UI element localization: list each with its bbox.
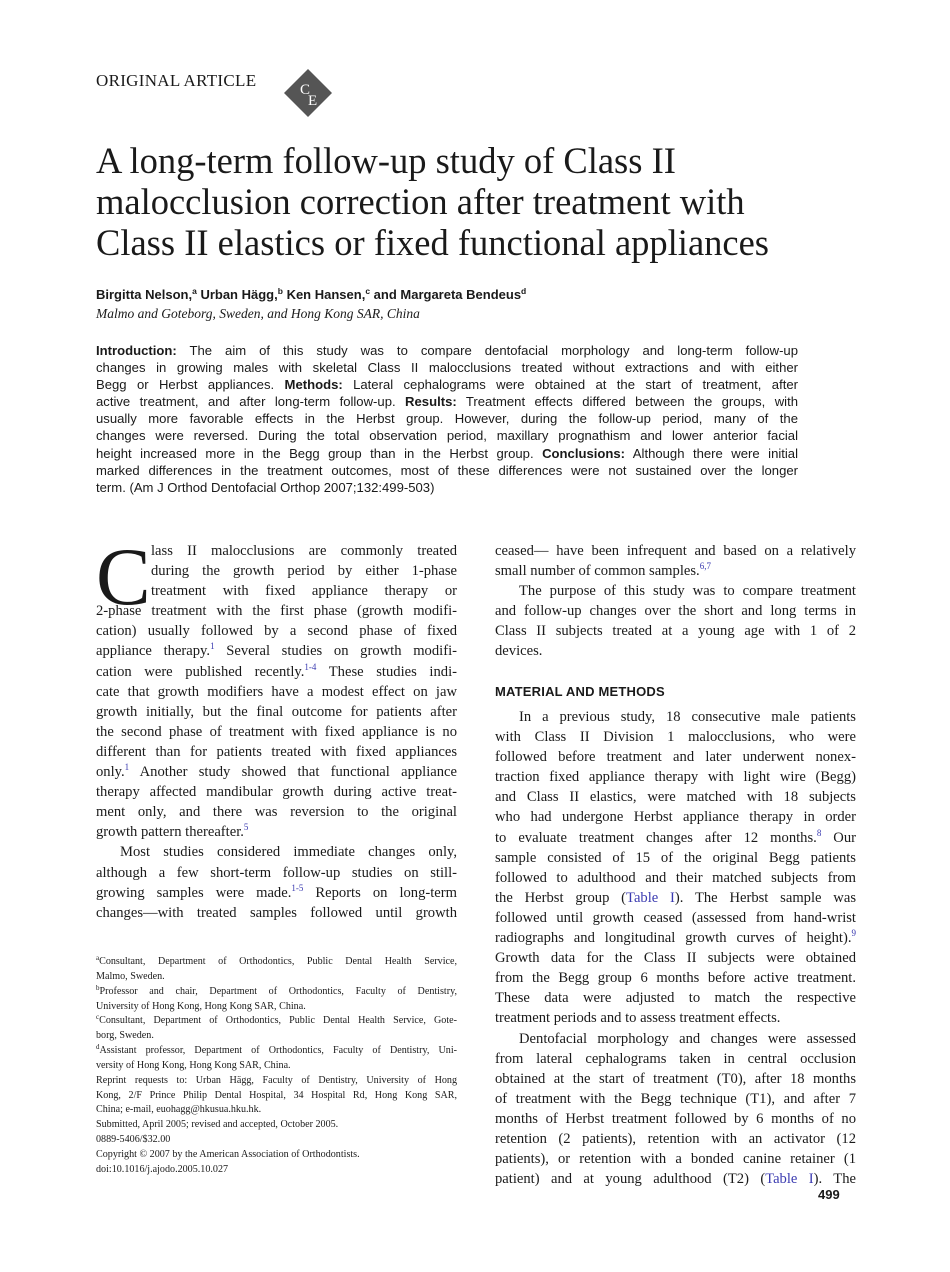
body-line: followed to adulthood and their matched subjects from (495, 869, 856, 886)
footnote-line: Malmo, Sweden. (96, 970, 165, 982)
footnote-line (96, 1014, 457, 1029)
body-text: to evaluate treatment changes after 12 months. (495, 829, 817, 846)
body-text: Our (821, 829, 856, 846)
body-line: sample consisted of 15 of the original Begg patients (495, 849, 856, 866)
body-text: Reports on long-term (303, 884, 457, 901)
abstract-label-introduction: Introduction: (96, 343, 177, 358)
abstract-label-conclusions: Conclusions: (542, 445, 626, 461)
title-line: A long-term follow-up study of Class II (96, 140, 676, 181)
citation-ref[interactable]: 5 (243, 822, 249, 833)
body-text: ). The Herbst sample was (674, 889, 856, 906)
table-link[interactable]: Table I (626, 889, 675, 906)
body-column-right-methods (495, 707, 856, 1189)
body-line: Growth data for the Class II subjects were obtained (495, 950, 856, 967)
abstract-text: Begg or Herbst appliances. (96, 377, 275, 393)
body-line (495, 888, 856, 908)
footnote-line (96, 955, 457, 970)
body-line: treatment with fixed appliance therapy or (151, 583, 457, 600)
body-line: cation) usually followed by a second phase of fixed (96, 623, 457, 640)
abstract-text: Treatment effects differed between the groups, with (465, 394, 798, 410)
citation-ref[interactable]: 1-4 (304, 661, 317, 672)
footnote-text: Assistant professor, Department of Orthodontics, Faculty of Dentistry, Uni- (99, 1045, 457, 1057)
body-line: from the Begg group 6 months before active treatment. (495, 970, 856, 987)
abstract-line: changes were reversed. During the total observation period, maxillary prognathism and lower anterior facial (96, 428, 798, 444)
author-affiliation-mark: b (277, 286, 283, 296)
body-text: These studies indi- (316, 663, 457, 680)
body-line: Most studies considered immediate changes only, (120, 844, 457, 861)
body-line: These data were adjusted to match the respective (495, 990, 856, 1007)
abstract-text: The aim of this study was to compare dentofacial morphology and long-term follow-up (189, 343, 798, 358)
footnote-line: Reprint requests to: Urban Hägg, Faculty of Dentistry, University of Hong (96, 1074, 457, 1086)
body-line: with Class II Division 1 malocclusions, who were (495, 729, 856, 746)
body-line (96, 883, 457, 903)
body-line: lass II malocclusions are commonly treated (151, 543, 457, 559)
abstract-text: active treatment, and after long-term follow-up. (96, 394, 396, 410)
author-name: Birgitta Nelson, (96, 287, 193, 302)
body-line: during the growth period by either 1-phase (151, 563, 457, 580)
drop-cap: C (96, 531, 151, 622)
abstract-line: term. (Am J Orthod Dentofacial Orthop 2007;132:499-503) (96, 479, 435, 495)
abstract-line (96, 376, 798, 393)
footnotes (96, 955, 457, 1178)
table-link[interactable]: Table I (765, 1171, 814, 1188)
body-line: followed until growth ceased (assessed from hand-wrist (495, 909, 856, 926)
body-line: of treatment with the Begg technique (T1), and after 7 (495, 1090, 856, 1107)
body-line: devices. (495, 643, 543, 660)
ce-credit-icon (283, 68, 333, 118)
title-line: Class II elastics or fixed functional appliances (96, 222, 770, 263)
footnote-line: University of Hong Kong, Hong Kong SAR, China. (96, 1000, 306, 1012)
citation-ref[interactable]: 6,7 (699, 561, 711, 572)
abstract-text: height increased more in the Begg group than in the Herbst group. (96, 445, 534, 461)
footnote-line: borg, Sweden. (96, 1030, 154, 1042)
author-name: Ken Hansen, (286, 287, 366, 302)
body-line: The purpose of this study was to compare treatment (519, 583, 856, 600)
abstract-text: Lateral cephalograms were obtained at the start of treatment, after (353, 377, 798, 393)
citation-ref[interactable]: 8 (816, 827, 822, 838)
abstract-line (96, 342, 798, 359)
body-line (495, 928, 856, 948)
body-text: appliance therapy. (96, 643, 211, 660)
citation-ref[interactable]: 9 (851, 928, 856, 939)
body-column-left (96, 541, 457, 923)
body-line (495, 561, 856, 581)
body-line: Class II subjects treated at a young age with 1 of 2 (495, 623, 856, 640)
body-line: and follow-up changes over the short and long terms in (495, 603, 856, 620)
body-line: growth initially, but the final outcome for patients after (96, 703, 457, 720)
body-line: retention (2 patients), retention with an activator (12 (495, 1130, 856, 1147)
body-line (96, 822, 457, 842)
author-name: and Margareta Bendeus (373, 287, 522, 302)
section-heading-methods: MATERIAL AND METHODS (495, 684, 665, 699)
footnote-line: China; e-mail, euohagg@hkusua.hku.hk. (96, 1104, 262, 1116)
body-line: cate that growth modifiers have a modest effect on jaw (96, 683, 457, 700)
title-line: malocclusion correction after treatment with (96, 181, 745, 222)
citation-ref[interactable]: 1 (210, 641, 215, 652)
page-number: 499 (818, 1187, 840, 1202)
ce-badge-e: E (308, 93, 318, 109)
citation-ref[interactable]: 1-5 (291, 882, 304, 893)
author-name: Urban Hägg, (200, 287, 278, 302)
abstract-label-results: Results: (405, 394, 457, 410)
footnote-line: Kong, 2/F Prince Philip Dental Hospital, 34 Hospital Rd, Hong Kong SAR, (96, 1089, 457, 1101)
footnote-line: Submitted, April 2005; revised and accepted, October 2005. (96, 1119, 339, 1131)
body-line: who had undergone Herbst appliance therapy in order (495, 809, 856, 826)
abstract-label-methods: Methods: (284, 377, 343, 393)
body-text: ). The (813, 1171, 856, 1188)
body-line: therapy affected mandibular growth during active treat- (96, 784, 457, 801)
footnote-line (96, 985, 457, 1000)
author-affiliation-mark: d (521, 286, 527, 296)
body-text: the Herbst group ( (495, 889, 627, 906)
doi-link[interactable]: doi:10.1016/j.ajodo.2005.10.027 (96, 1163, 229, 1175)
footnote-text: Consultant, Department of Orthodontics, Public Dental Health Service, Gote- (99, 1015, 457, 1027)
footnote-line: versity of Hong Kong, Hong Kong SAR, China. (96, 1059, 291, 1071)
body-line (96, 762, 457, 782)
body-line: 2-phase treatment with the first phase (growth modifi- (96, 603, 457, 620)
abstract-line: usually more favorable effects in the Herbst group. However, during the follow-up period, many of the (96, 411, 798, 427)
footnote-mark: c (96, 1014, 100, 1022)
citation-ref[interactable]: 1 (124, 762, 130, 773)
body-text: cation were published recently. (96, 663, 305, 680)
footnote-text: Professor and chair, Department of Orthodontics, Faculty of Dentistry, (99, 985, 457, 997)
footnote-line (96, 1044, 457, 1059)
abstract-line: changes in growing males with skeletal Class II malocclusions treated without extractions and with either (96, 360, 798, 376)
body-column-right (495, 541, 856, 662)
body-line (495, 828, 856, 848)
body-line: obtained at the start of treatment (T0), after 18 months (495, 1070, 856, 1087)
body-line (96, 641, 457, 661)
body-line: the second phase of treatment with fixed appliance is no (96, 723, 457, 740)
affiliation: Malmo and Goteborg, Sweden, and Hong Kong SAR, China (96, 306, 420, 321)
author-affiliation-mark: c (365, 286, 371, 296)
footnote-mark: d (96, 1044, 100, 1052)
abstract-line: marked differences in the treatment outcomes, most of these differences were not sustained over the longer (96, 462, 798, 478)
body-line: ceased— have been infrequent and based on a relatively (495, 543, 856, 559)
body-line (495, 1169, 856, 1189)
body-line: treatment periods and to assess treatment effects. (495, 1010, 781, 1027)
body-line: In a previous study, 18 consecutive male patients (519, 709, 856, 725)
body-line: Dentofacial morphology and changes were assessed (519, 1030, 856, 1047)
section-label: ORIGINAL ARTICLE (96, 71, 257, 90)
body-line: from lateral cephalograms taken in central occlusion (495, 1050, 856, 1067)
body-text: small number of common samples. (495, 563, 700, 580)
footnote-mark: b (96, 984, 100, 992)
footnote-mark: a (96, 955, 100, 962)
body-line: and Class II elastics, were matched with 18 subjects (495, 789, 856, 806)
body-text: growth pattern thereafter. (96, 824, 244, 841)
footnote-line: Copyright © 2007 by the American Association of Orthodontists. (96, 1148, 360, 1160)
article-header (96, 68, 396, 118)
body-text: radiographs and longitudinal growth curves of height). (495, 930, 852, 947)
abstract-line (96, 393, 798, 410)
author-affiliation-mark: a (192, 286, 197, 296)
body-line: changes—with treated samples followed until growth (96, 904, 457, 921)
body-line (96, 662, 457, 682)
body-line: ment only, and there was reversion to the original (96, 804, 457, 821)
abstract-text: Although there were initial (632, 445, 798, 461)
abstract-line (96, 445, 798, 462)
body-text: growing samples were made. (96, 884, 292, 901)
body-text: patient) and at young adulthood (T2) ( (495, 1171, 766, 1188)
body-text: only. (96, 764, 125, 781)
footnote-line: 0889-5406/$32.00 (96, 1134, 171, 1146)
body-line: although a few short-term follow-up studies on still- (96, 864, 457, 881)
body-text: Several studies on growth modifi- (214, 643, 457, 660)
body-line: different than for patients treated with fixed appliances (96, 743, 457, 760)
body-line: months of Herbst treatment followed by 6 months of no (495, 1110, 856, 1127)
body-text: Another study showed that functional appliance (129, 764, 457, 781)
author-list (96, 287, 526, 302)
abstract (96, 342, 798, 496)
ce-badge-c: C (300, 82, 311, 98)
body-line: traction fixed appliance therapy with light wire (Begg) (495, 769, 856, 786)
body-line: patients), or retention with a bonded canine retainer (1 (495, 1151, 856, 1168)
body-line: followed before treatment and later underwent nonex- (495, 749, 856, 766)
footnote-text: Consultant, Department of Orthodontics, Public Dental Health Service, (99, 956, 457, 967)
article-title (96, 140, 886, 263)
